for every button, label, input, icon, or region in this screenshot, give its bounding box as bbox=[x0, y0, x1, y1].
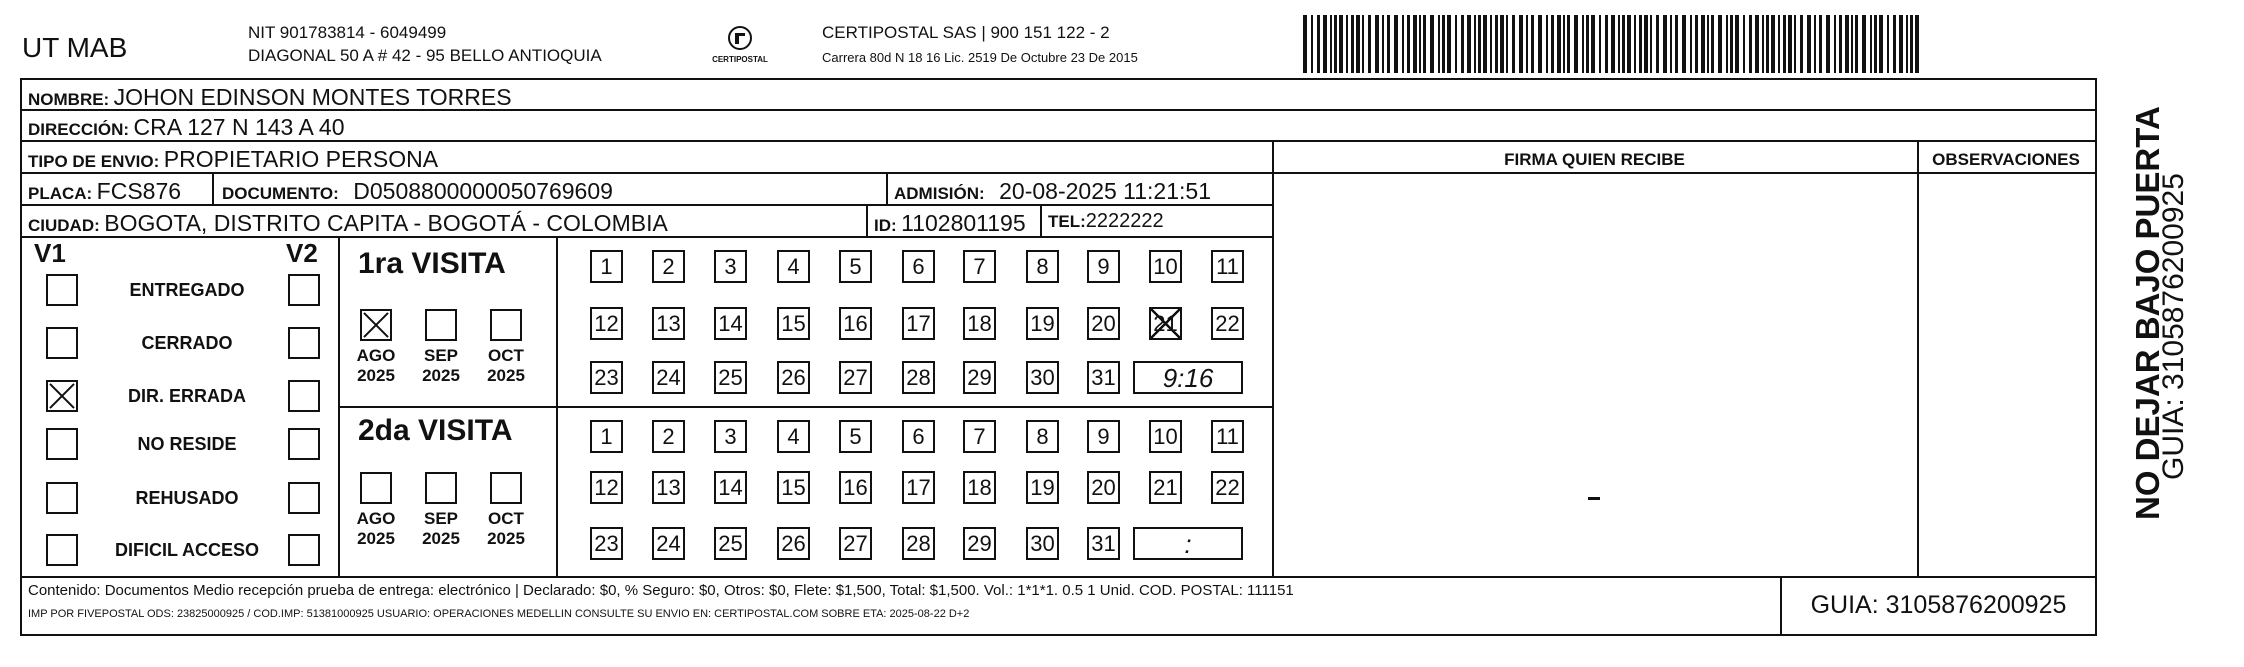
placa-value: FCS876 bbox=[96, 178, 182, 204]
day-box[interactable]: 25 bbox=[714, 361, 747, 394]
barcode-bar bbox=[1442, 15, 1445, 73]
sender-address: DIAGONAL 50 A # 42 - 95 BELLO ANTIOQUIA bbox=[248, 46, 602, 65]
barcode-bar bbox=[1407, 15, 1410, 73]
barcode-bar bbox=[1735, 15, 1739, 73]
admision-row bbox=[894, 178, 1211, 205]
day-box[interactable]: 11 bbox=[1211, 250, 1244, 283]
day-box[interactable]: 6 bbox=[902, 250, 935, 283]
time-box[interactable]: : bbox=[1133, 527, 1243, 560]
day-box[interactable]: 13 bbox=[652, 471, 685, 504]
day-box[interactable]: 6 bbox=[902, 420, 935, 453]
day-box[interactable]: 16 bbox=[839, 471, 872, 504]
barcode-bar bbox=[1766, 15, 1769, 73]
direccion-label: DIRECCIÓN: bbox=[28, 120, 130, 139]
barcode-bar bbox=[1670, 15, 1672, 73]
barcode-bar bbox=[1582, 15, 1584, 73]
tel-value: 2222222 bbox=[1085, 210, 1164, 232]
barcode-bar bbox=[1690, 15, 1692, 73]
barcode-bar bbox=[1743, 15, 1745, 73]
v1-checkbox[interactable] bbox=[46, 380, 78, 412]
tipo-label: TIPO DE ENVIO: bbox=[28, 152, 160, 171]
v1-checkbox[interactable] bbox=[46, 534, 78, 566]
barcode-bar bbox=[1311, 15, 1313, 73]
tel-row bbox=[1048, 210, 1164, 233]
barcode-bar bbox=[1695, 15, 1698, 73]
day-box[interactable]: 23 bbox=[590, 527, 623, 560]
barcode-bar bbox=[1317, 15, 1320, 73]
barcode-bar bbox=[1814, 15, 1816, 73]
barcode-bar bbox=[1419, 15, 1421, 73]
barcode-bar bbox=[1382, 15, 1384, 73]
day-box[interactable]: 20 bbox=[1087, 307, 1120, 340]
day-box[interactable]: 18 bbox=[963, 471, 996, 504]
tipo-row bbox=[28, 146, 438, 173]
barcode-bar bbox=[1330, 15, 1332, 73]
day-box[interactable]: 12 bbox=[590, 307, 623, 340]
barcode-bar bbox=[1574, 15, 1578, 73]
id-row bbox=[874, 210, 1026, 237]
barcode-bar bbox=[1771, 15, 1775, 73]
barcode-bar bbox=[1618, 15, 1620, 73]
barcode-bar bbox=[1862, 15, 1866, 73]
barcode-bar bbox=[1478, 15, 1481, 73]
day-box[interactable]: 8 bbox=[1026, 250, 1059, 283]
day-box[interactable]: 29 bbox=[963, 527, 996, 560]
barcode-bar bbox=[1368, 15, 1371, 73]
barcode-bar bbox=[1474, 15, 1476, 73]
direccion-row bbox=[28, 114, 345, 141]
barcode-bar bbox=[1546, 15, 1548, 73]
barcode-bar bbox=[1639, 15, 1642, 73]
day-box[interactable]: 3 bbox=[714, 420, 747, 453]
barcode-bar bbox=[1893, 15, 1896, 73]
v2-checkbox[interactable] bbox=[288, 482, 320, 514]
v2-checkbox[interactable] bbox=[288, 274, 320, 306]
day-box[interactable]: 9 bbox=[1087, 420, 1120, 453]
day-box[interactable]: 14 bbox=[714, 307, 747, 340]
barcode-bar bbox=[1915, 15, 1919, 73]
placa-label: PLACA: bbox=[28, 184, 93, 203]
barcode-bar bbox=[1682, 15, 1686, 73]
time-box[interactable]: 9:16 bbox=[1133, 361, 1243, 394]
month-checkbox[interactable] bbox=[490, 472, 522, 504]
status-label: NO RESIDE bbox=[137, 434, 237, 454]
day-box[interactable]: 11 bbox=[1211, 420, 1244, 453]
barcode-bar bbox=[1851, 15, 1853, 73]
day-box[interactable]: 26 bbox=[777, 527, 810, 560]
barcode-bar bbox=[1334, 15, 1337, 73]
barcode-bar bbox=[1438, 15, 1440, 73]
barcode-bar bbox=[1351, 15, 1354, 73]
barcode-bar bbox=[1788, 15, 1792, 73]
barcode-bar bbox=[1586, 15, 1589, 73]
company-name: CERTIPOSTAL SAS | 900 151 122 - 2 bbox=[822, 23, 1110, 42]
ciudad-label: CIUDAD: bbox=[28, 216, 100, 235]
day-box[interactable]: 29 bbox=[963, 361, 996, 394]
barcode-bar bbox=[1483, 15, 1487, 73]
status-label: ENTREGADO bbox=[129, 280, 245, 300]
month-checkbox[interactable] bbox=[360, 472, 392, 504]
visit2-title: 2da VISITA bbox=[358, 414, 513, 447]
barcode-bar bbox=[1551, 15, 1554, 73]
barcode-bar bbox=[1506, 15, 1508, 73]
year-label: 2025 bbox=[422, 366, 460, 385]
year-label: 2025 bbox=[422, 529, 460, 548]
day-box[interactable]: 3 bbox=[714, 250, 747, 283]
footer-imp: IMP POR FIVEPOSTAL ODS: 23825000925 / COD.IMP: 51381000925 USUARIO: OPERACIONES MEDELLIN CONSULTE SU ENVIO EN: CERTIPOSTAL.COM SOBRE ETA: 2025-08-22 D+2 bbox=[28, 608, 970, 620]
barcode-bar bbox=[1375, 15, 1379, 73]
barcode-bar bbox=[1778, 15, 1780, 73]
v2-checkbox[interactable] bbox=[288, 327, 320, 359]
barcode-bar bbox=[1650, 15, 1652, 73]
day-box[interactable]: 5 bbox=[839, 250, 872, 283]
day-box[interactable]: 26 bbox=[777, 361, 810, 394]
day-box[interactable]: 17 bbox=[902, 471, 935, 504]
barcode-bar bbox=[1362, 15, 1364, 73]
month-label: OCT bbox=[488, 346, 524, 365]
barcode-bar bbox=[1339, 15, 1343, 73]
barcode-bar bbox=[1303, 15, 1307, 73]
barcode-bar bbox=[1567, 15, 1570, 73]
signature-area[interactable] bbox=[1274, 174, 1915, 574]
nombre-label: NOMBRE: bbox=[28, 90, 110, 109]
barcode-bar bbox=[1423, 15, 1426, 73]
side-no-dejar: NO DEJAR BAJO PUERTA bbox=[2129, 106, 2166, 520]
barcode-bar bbox=[1394, 15, 1398, 73]
month-label: OCT bbox=[488, 509, 524, 528]
barcode-bar bbox=[1430, 15, 1434, 73]
barcode-bar bbox=[1675, 15, 1678, 73]
admision-label: ADMISIÓN: bbox=[894, 184, 985, 203]
barcode-bar bbox=[1557, 15, 1561, 73]
v1-checkbox[interactable] bbox=[46, 428, 78, 460]
nombre-value: JOHON EDINSON MONTES TORRES bbox=[113, 84, 512, 110]
certipostal-logo bbox=[708, 24, 772, 70]
barcode-bar bbox=[1526, 15, 1528, 73]
id-value: 1102801195 bbox=[901, 210, 1026, 236]
barcode-bar bbox=[1538, 15, 1542, 73]
side-guia: GUIA: 3105876200925 bbox=[2157, 173, 2190, 480]
barcode-bar bbox=[1807, 15, 1811, 73]
documento-row bbox=[222, 178, 613, 205]
day-box[interactable]: 30 bbox=[1026, 361, 1059, 394]
day-box[interactable]: 17 bbox=[902, 307, 935, 340]
month-label: SEP bbox=[423, 509, 459, 528]
v1-header: V1 bbox=[34, 238, 66, 268]
observaciones-header: OBSERVACIONES bbox=[1932, 150, 2080, 169]
day-box[interactable]: 27 bbox=[839, 361, 872, 394]
barcode-bar bbox=[1346, 15, 1348, 73]
day-box[interactable]: 22 bbox=[1211, 307, 1244, 340]
barcode-bar bbox=[1899, 15, 1903, 73]
barcode-bar bbox=[1707, 15, 1709, 73]
barcode-bar bbox=[1783, 15, 1786, 73]
day-box[interactable]: 25 bbox=[714, 527, 747, 560]
barcode-bar bbox=[1718, 15, 1722, 73]
barcode-bar bbox=[1855, 15, 1858, 73]
day-box[interactable]: 10 bbox=[1149, 420, 1182, 453]
tipo-value: PROPIETARIO PERSONA bbox=[163, 146, 439, 172]
day-box[interactable]: 16 bbox=[839, 307, 872, 340]
year-label: 2025 bbox=[487, 366, 525, 385]
barcode-bar bbox=[1656, 15, 1659, 73]
nombre-row bbox=[28, 84, 512, 111]
barcode-bar bbox=[1599, 15, 1601, 73]
barcode-bar bbox=[1531, 15, 1534, 73]
v2-checkbox[interactable] bbox=[288, 534, 320, 566]
day-box[interactable]: 21 bbox=[1149, 471, 1182, 504]
barcode-bar bbox=[1839, 15, 1842, 73]
barcode-bar bbox=[1755, 15, 1759, 73]
month-label: AGO bbox=[356, 346, 396, 365]
v2-checkbox[interactable] bbox=[288, 380, 320, 412]
day-box[interactable]: 10 bbox=[1149, 250, 1182, 283]
v1-checkbox[interactable] bbox=[46, 274, 78, 306]
documento-label: DOCUMENTO: bbox=[222, 184, 339, 203]
barcode-bar bbox=[1323, 15, 1327, 73]
barcode-bar bbox=[1500, 15, 1504, 73]
barcode-bar bbox=[1874, 15, 1877, 73]
sender-name: UT MAB bbox=[22, 32, 128, 63]
barcode-bar bbox=[1906, 15, 1908, 73]
barcode-bar bbox=[1910, 15, 1913, 73]
status-label: DIFICIL ACCESO bbox=[114, 540, 259, 560]
barcode-bar bbox=[1622, 15, 1625, 73]
year-label: 2025 bbox=[357, 366, 395, 385]
day-box[interactable]: 15 bbox=[777, 471, 810, 504]
day-box[interactable]: 5 bbox=[839, 420, 872, 453]
barcode-bar bbox=[1611, 15, 1615, 73]
v1-checkbox[interactable] bbox=[46, 327, 78, 359]
barcode-bar bbox=[1879, 15, 1883, 73]
day-box[interactable]: 2 bbox=[652, 420, 685, 453]
barcode-bar bbox=[1455, 15, 1457, 73]
barcode-bar bbox=[1461, 15, 1464, 73]
barcode-bar bbox=[1800, 15, 1803, 73]
day-box[interactable]: 21 bbox=[1149, 307, 1182, 340]
id-label: ID: bbox=[874, 216, 897, 235]
barcode-bar bbox=[1870, 15, 1872, 73]
company-address: Carrera 80d N 18 16 Lic. 2519 De Octubre 23 De 2015 bbox=[822, 50, 1138, 65]
year-label: 2025 bbox=[357, 529, 395, 548]
v2-checkbox[interactable] bbox=[288, 428, 320, 460]
barcode-bar bbox=[1467, 15, 1471, 73]
barcode-bar bbox=[1387, 15, 1390, 73]
barcode-bar bbox=[1512, 15, 1515, 73]
day-box[interactable]: 7 bbox=[963, 250, 996, 283]
v1-checkbox[interactable] bbox=[46, 482, 78, 514]
barcode-bar bbox=[1519, 15, 1523, 73]
day-box[interactable]: 1 bbox=[590, 420, 623, 453]
day-box[interactable]: 4 bbox=[777, 250, 810, 283]
day-box[interactable]: 28 bbox=[902, 361, 935, 394]
status-label: DIR. ERRADA bbox=[127, 386, 246, 406]
tel-label: TEL: bbox=[1048, 212, 1086, 231]
barcode-bar bbox=[1447, 15, 1451, 73]
day-box[interactable]: 30 bbox=[1026, 527, 1059, 560]
logo-text: CERTIPOSTAL bbox=[712, 55, 768, 64]
barcode-bar bbox=[1711, 15, 1714, 73]
barcode-bar bbox=[1826, 15, 1830, 73]
barcode-bar bbox=[1605, 15, 1608, 73]
day-box[interactable]: 19 bbox=[1026, 471, 1059, 504]
day-box[interactable]: 18 bbox=[963, 307, 996, 340]
barcode-bar bbox=[1730, 15, 1733, 73]
barcode-bar bbox=[1356, 15, 1360, 73]
footer-guia: GUIA: 3105876200925 bbox=[1810, 591, 2067, 619]
barcode-bar bbox=[1701, 15, 1705, 73]
barcode-bar bbox=[1591, 15, 1595, 73]
day-box[interactable]: 2 bbox=[652, 250, 685, 283]
barcode-bar bbox=[1495, 15, 1498, 73]
barcode-bar bbox=[1726, 15, 1728, 73]
month-label: SEP bbox=[423, 346, 459, 365]
month-checkbox[interactable] bbox=[360, 309, 392, 341]
barcode-bar bbox=[1634, 15, 1636, 73]
day-box[interactable]: 31 bbox=[1087, 527, 1120, 560]
barcode-bar bbox=[1762, 15, 1764, 73]
day-box[interactable]: 24 bbox=[652, 361, 685, 394]
day-box[interactable]: 27 bbox=[839, 527, 872, 560]
day-box[interactable]: 12 bbox=[590, 471, 623, 504]
day-box[interactable]: 31 bbox=[1087, 361, 1120, 394]
day-box[interactable]: 20 bbox=[1087, 471, 1120, 504]
v2-header: V2 bbox=[286, 238, 318, 268]
barcode-bar bbox=[1794, 15, 1796, 73]
sender-nit: NIT 901783814 - 6049499 bbox=[248, 23, 447, 42]
admision-value: 20-08-2025 11:21:51 bbox=[999, 178, 1211, 204]
day-box[interactable]: 28 bbox=[902, 527, 935, 560]
day-box[interactable]: 1 bbox=[590, 250, 623, 283]
ciudad-row bbox=[28, 210, 668, 237]
barcode-bar bbox=[1834, 15, 1836, 73]
barcode-bar bbox=[1845, 15, 1849, 73]
day-box[interactable]: 14 bbox=[714, 471, 747, 504]
status-label: REHUSADO bbox=[135, 488, 239, 508]
documento-value: D0508800000050769609 bbox=[353, 178, 613, 204]
month-checkbox[interactable] bbox=[425, 472, 457, 504]
barcode-bar bbox=[1749, 15, 1752, 73]
day-box[interactable]: 13 bbox=[652, 307, 685, 340]
barcode-bar bbox=[1663, 15, 1667, 73]
placa-row bbox=[28, 178, 181, 205]
direccion-value: CRA 127 N 143 A 40 bbox=[133, 114, 345, 140]
barcode bbox=[1303, 15, 1921, 73]
day-box[interactable]: 7 bbox=[963, 420, 996, 453]
barcode-bar bbox=[1627, 15, 1631, 73]
month-checkbox[interactable] bbox=[425, 309, 457, 341]
barcode-bar bbox=[1563, 15, 1565, 73]
visit1-title: 1ra VISITA bbox=[358, 247, 506, 280]
barcode-bar bbox=[1887, 15, 1889, 73]
year-label: 2025 bbox=[487, 529, 525, 548]
day-box[interactable]: 19 bbox=[1026, 307, 1059, 340]
month-label: AGO bbox=[356, 509, 396, 528]
firma-header: FIRMA QUIEN RECIBE bbox=[1504, 150, 1685, 169]
barcode-bar bbox=[1490, 15, 1492, 73]
ciudad-value: BOGOTA, DISTRITO CAPITA - BOGOTÁ - COLOMBIA bbox=[104, 210, 668, 236]
day-box[interactable]: 4 bbox=[777, 420, 810, 453]
day-box[interactable]: 23 bbox=[590, 361, 623, 394]
barcode-bar bbox=[1819, 15, 1822, 73]
observaciones-area[interactable] bbox=[1919, 174, 2095, 574]
day-box[interactable]: 15 bbox=[777, 307, 810, 340]
barcode-bar bbox=[1413, 15, 1417, 73]
day-box[interactable]: 24 bbox=[652, 527, 685, 560]
footer-contenido: Contenido: Documentos Medio recepción prueba de entrega: electrónico | Declarado: $0, % Seguro: $0, Otros: $0, Flete: $1,500, Total: $1,500. Vol.: 1*1*1. 0.5 1 Unid. COD. POSTAL: 111151 bbox=[28, 582, 1294, 599]
status-label: CERRADO bbox=[141, 333, 233, 353]
barcode-bar bbox=[1644, 15, 1648, 73]
month-checkbox[interactable] bbox=[490, 309, 522, 341]
barcode-bar bbox=[1402, 15, 1404, 73]
day-box[interactable]: 9 bbox=[1087, 250, 1120, 283]
day-box[interactable]: 8 bbox=[1026, 420, 1059, 453]
day-box[interactable]: 22 bbox=[1211, 471, 1244, 504]
